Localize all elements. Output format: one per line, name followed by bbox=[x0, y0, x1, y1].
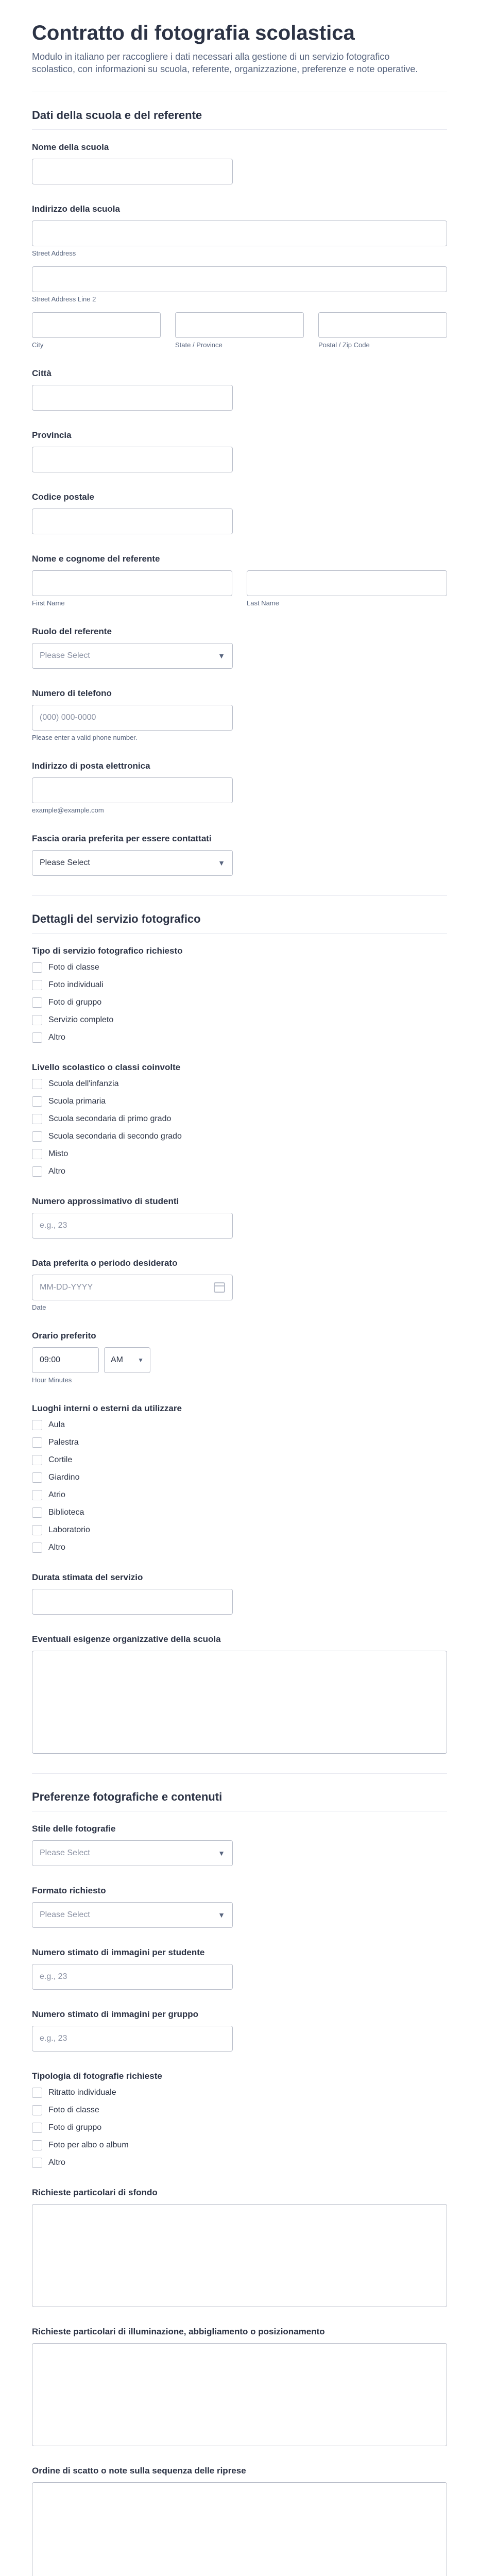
province-input[interactable] bbox=[32, 447, 233, 472]
checkbox[interactable] bbox=[32, 1114, 42, 1124]
section-title: Dati della scuola e del referente bbox=[32, 109, 447, 130]
service-type-option[interactable] bbox=[32, 1032, 447, 1043]
city-label: Città bbox=[32, 368, 52, 378]
order-label: Ordine di scatto o note sulla sequenza delle riprese bbox=[32, 2466, 246, 2476]
state-sublabel: State / Province bbox=[175, 341, 223, 349]
format-select-value: Please Select bbox=[40, 1910, 90, 1919]
option-label: Servizio completo bbox=[48, 1015, 114, 1024]
per-student-placeholder: e.g., 23 bbox=[40, 1972, 67, 1981]
level-option[interactable] bbox=[32, 1079, 447, 1089]
places-option[interactable] bbox=[32, 1543, 447, 1553]
needs-label: Eventuali esigenze organizzative della scuola bbox=[32, 1634, 221, 1644]
school-name-label: Nome della scuola bbox=[32, 142, 109, 152]
address-field bbox=[32, 204, 447, 349]
state-input[interactable] bbox=[175, 312, 304, 338]
checkbox[interactable] bbox=[32, 1096, 42, 1107]
phone-placeholder: (000) 000-0000 bbox=[40, 713, 96, 722]
students-field bbox=[32, 1196, 447, 1239]
school-name-input[interactable] bbox=[32, 159, 233, 184]
time-slot-label: Fascia oraria preferita per essere contattati bbox=[32, 834, 212, 843]
option-label: Scuola dell'infanzia bbox=[48, 1079, 119, 1088]
option-label: Altro bbox=[48, 1167, 65, 1176]
option-label: Atrio bbox=[48, 1490, 65, 1499]
role-label: Ruolo del referente bbox=[32, 626, 112, 636]
per-student-label: Numero stimato di immagini per studente bbox=[32, 1947, 205, 1957]
students-label: Numero approssimativo di studenti bbox=[32, 1196, 179, 1206]
per-group-input[interactable] bbox=[32, 2026, 233, 2052]
first-name-col bbox=[32, 570, 232, 607]
city-state-zip-row bbox=[32, 312, 447, 349]
checkbox[interactable] bbox=[32, 962, 42, 973]
lighting-textarea[interactable] bbox=[32, 2343, 447, 2446]
checkbox[interactable] bbox=[32, 1472, 42, 1483]
background-textarea[interactable] bbox=[32, 2204, 447, 2307]
checkbox[interactable] bbox=[32, 1149, 42, 1159]
date-label: Data preferita o periodo desiderato bbox=[32, 1258, 178, 1268]
school-name-field bbox=[32, 142, 447, 184]
background-label: Richieste particolari di sfondo bbox=[32, 2188, 158, 2197]
option-label: Ritratto individuale bbox=[48, 2088, 116, 2097]
typology-field bbox=[32, 2071, 447, 2168]
typology-option[interactable] bbox=[32, 2088, 447, 2098]
contact-name-label: Nome e cognome del referente bbox=[32, 554, 160, 564]
places-label: Luoghi interni o esterni da utilizzare bbox=[32, 1403, 182, 1413]
service-type-option[interactable] bbox=[32, 997, 447, 1008]
option-label: Foto di gruppo bbox=[48, 2123, 102, 2132]
last-name-sublabel: Last Name bbox=[247, 599, 279, 607]
chevron-down-icon: ▼ bbox=[218, 1911, 225, 1919]
phone-input[interactable] bbox=[32, 705, 233, 731]
checkbox[interactable] bbox=[32, 1032, 42, 1043]
zip-input[interactable] bbox=[318, 312, 447, 338]
style-label: Stile delle fotografie bbox=[32, 1824, 116, 1834]
style-field bbox=[32, 1824, 447, 1866]
date-input[interactable] bbox=[32, 1275, 233, 1300]
duration-label: Durata stimata del servizio bbox=[32, 1572, 143, 1582]
city-field bbox=[32, 368, 447, 411]
needs-textarea[interactable] bbox=[32, 1651, 447, 1754]
checkbox[interactable] bbox=[32, 1079, 42, 1089]
chevron-down-icon: ▼ bbox=[218, 859, 225, 867]
city-text-input[interactable] bbox=[32, 385, 233, 411]
checkbox[interactable] bbox=[32, 1525, 42, 1535]
places-field bbox=[32, 1403, 447, 1553]
email-sublabel: example@example.com bbox=[32, 806, 104, 814]
checkbox[interactable] bbox=[32, 980, 42, 990]
phone-field bbox=[32, 688, 447, 741]
needs-field bbox=[32, 1634, 447, 1754]
role-select-value: Please Select bbox=[40, 651, 90, 660]
per-student-input[interactable] bbox=[32, 1964, 233, 1990]
places-option[interactable] bbox=[32, 1490, 447, 1500]
province-field bbox=[32, 430, 447, 472]
lighting-field bbox=[32, 2327, 447, 2446]
per-student-field bbox=[32, 1947, 447, 1990]
form-title: Contratto di fotografia scolastica bbox=[32, 22, 355, 44]
option-label: Aula bbox=[48, 1420, 65, 1429]
checkbox[interactable] bbox=[32, 2105, 42, 2115]
option-label: Scuola primaria bbox=[48, 1097, 106, 1106]
service-type-option[interactable] bbox=[32, 980, 447, 990]
places-option[interactable] bbox=[32, 1507, 447, 1518]
city-sublabel: City bbox=[32, 341, 44, 349]
street-address-input[interactable] bbox=[32, 221, 447, 246]
time-field bbox=[32, 1331, 447, 1384]
format-select[interactable] bbox=[32, 1902, 233, 1928]
level-field bbox=[32, 1062, 447, 1177]
city-col bbox=[32, 312, 161, 349]
duration-input[interactable] bbox=[32, 1589, 233, 1615]
checkbox[interactable] bbox=[32, 1420, 42, 1430]
postal-code-label: Codice postale bbox=[32, 492, 94, 502]
places-option[interactable] bbox=[32, 1455, 447, 1465]
places-option[interactable] bbox=[32, 1437, 447, 1448]
contact-name-field bbox=[32, 554, 447, 607]
section-school-contact bbox=[32, 92, 447, 876]
section-service-details bbox=[32, 895, 447, 1754]
time-input[interactable] bbox=[32, 1347, 99, 1373]
per-group-field bbox=[32, 2009, 447, 2052]
checkbox[interactable] bbox=[32, 1131, 42, 1142]
level-option[interactable] bbox=[32, 1131, 447, 1142]
option-label: Altro bbox=[48, 1033, 65, 1042]
email-field bbox=[32, 761, 447, 814]
checkbox[interactable] bbox=[32, 1166, 42, 1177]
street-address-sublabel: Street Address bbox=[32, 249, 76, 257]
time-slot-field bbox=[32, 834, 447, 876]
students-placeholder: e.g., 23 bbox=[40, 1221, 67, 1230]
role-field bbox=[32, 626, 447, 669]
option-label: Foto di classe bbox=[48, 963, 99, 972]
email-label: Indirizzo di posta elettronica bbox=[32, 761, 150, 771]
calendar-icon[interactable] bbox=[214, 1282, 225, 1293]
chevron-down-icon: ▼ bbox=[218, 1849, 225, 1857]
lighting-label: Richieste particolari di illuminazione, abbigliamento o posizionamento bbox=[32, 2327, 325, 2336]
ampm-value: AM bbox=[111, 1355, 123, 1364]
option-label: Altro bbox=[48, 1543, 65, 1552]
section-preferences bbox=[32, 1773, 447, 2576]
time-slot-select[interactable] bbox=[32, 850, 233, 876]
style-select[interactable] bbox=[32, 1840, 233, 1866]
ampm-select[interactable] bbox=[104, 1347, 150, 1373]
last-name-input[interactable] bbox=[247, 570, 447, 596]
checkbox[interactable] bbox=[32, 2140, 42, 2150]
option-label: Misto bbox=[48, 1149, 69, 1158]
level-option[interactable] bbox=[32, 1096, 447, 1107]
section-title: Dettagli del servizio fotografico bbox=[32, 912, 447, 934]
email-input[interactable] bbox=[32, 777, 233, 803]
checkbox[interactable] bbox=[32, 1543, 42, 1553]
time-label: Orario preferito bbox=[32, 1331, 96, 1341]
option-label: Biblioteca bbox=[48, 1508, 84, 1517]
phone-label: Numero di telefono bbox=[32, 688, 112, 698]
time-slot-value: Please Select bbox=[40, 858, 90, 867]
checkbox[interactable] bbox=[32, 1490, 42, 1500]
level-option[interactable] bbox=[32, 1166, 447, 1177]
order-field bbox=[32, 2466, 447, 2576]
places-option[interactable] bbox=[32, 1525, 447, 1535]
form-description: Modulo in italiano per raccogliere i dati necessari alla gestione di un servizio fotografico scolastico, con informazioni su scuola, referente, organizzazione, preferenze e note operative. bbox=[32, 52, 418, 74]
option-label: Altro bbox=[48, 2158, 65, 2167]
service-type-field bbox=[32, 946, 447, 1043]
date-placeholder: MM-DD-YYYY bbox=[40, 1283, 93, 1292]
per-group-placeholder: e.g., 23 bbox=[40, 2034, 67, 2043]
date-sublabel: Date bbox=[32, 1303, 46, 1311]
option-label: Foto per albo o album bbox=[48, 2141, 129, 2149]
typology-label: Tipologia di fotografie richieste bbox=[32, 2071, 162, 2081]
option-label: Foto di gruppo bbox=[48, 998, 102, 1007]
level-label: Livello scolastico o classi coinvolte bbox=[32, 1062, 181, 1072]
option-label: Giardino bbox=[48, 1473, 80, 1482]
typology-option[interactable] bbox=[32, 2158, 447, 2168]
contact-name-row bbox=[32, 570, 447, 607]
checkbox[interactable] bbox=[32, 1437, 42, 1448]
order-textarea[interactable] bbox=[32, 2482, 447, 2576]
typology-option[interactable] bbox=[32, 2123, 447, 2133]
option-label: Scuola secondaria di secondo grado bbox=[48, 1132, 182, 1141]
per-group-label: Numero stimato di immagini per gruppo bbox=[32, 2009, 199, 2019]
typology-option[interactable] bbox=[32, 2105, 447, 2115]
first-name-input[interactable] bbox=[32, 570, 232, 596]
chevron-down-icon: ▼ bbox=[138, 1357, 144, 1364]
province-label: Provincia bbox=[32, 430, 72, 440]
service-type-label: Tipo di servizio fotografico richiesto bbox=[32, 946, 183, 956]
checkbox[interactable] bbox=[32, 2123, 42, 2133]
time-sublabel: Hour Minutes bbox=[32, 1376, 72, 1384]
service-type-option[interactable] bbox=[32, 1015, 447, 1025]
level-option[interactable] bbox=[32, 1149, 447, 1159]
date-field bbox=[32, 1258, 447, 1311]
option-label: Foto individuali bbox=[48, 980, 104, 989]
service-type-option[interactable] bbox=[32, 962, 447, 973]
option-label: Foto di classe bbox=[48, 2106, 99, 2114]
typology-option[interactable] bbox=[32, 2140, 447, 2150]
phone-sublabel: Please enter a valid phone number. bbox=[32, 734, 138, 741]
zip-sublabel: Postal / Zip Code bbox=[318, 341, 370, 349]
address-label: Indirizzo della scuola bbox=[32, 204, 120, 214]
background-field bbox=[32, 2188, 447, 2307]
postal-code-input[interactable] bbox=[32, 509, 233, 534]
level-option[interactable] bbox=[32, 1114, 447, 1124]
role-select[interactable] bbox=[32, 643, 233, 669]
students-input[interactable] bbox=[32, 1213, 233, 1239]
option-label: Cortile bbox=[48, 1455, 73, 1464]
time-value: 09:00 bbox=[40, 1355, 61, 1364]
city-input[interactable] bbox=[32, 312, 161, 338]
option-label: Palestra bbox=[48, 1438, 79, 1447]
first-name-sublabel: First Name bbox=[32, 599, 65, 607]
style-select-value: Please Select bbox=[40, 1849, 90, 1857]
time-row bbox=[32, 1347, 447, 1373]
zip-col bbox=[318, 312, 447, 349]
checkbox[interactable] bbox=[32, 2088, 42, 2098]
option-label: Laboratorio bbox=[48, 1526, 90, 1534]
postal-code-field bbox=[32, 492, 447, 534]
chevron-down-icon: ▼ bbox=[218, 652, 225, 660]
state-col bbox=[175, 312, 304, 349]
places-option[interactable] bbox=[32, 1472, 447, 1483]
option-label: Scuola secondaria di primo grado bbox=[48, 1114, 172, 1123]
checkbox[interactable] bbox=[32, 1507, 42, 1518]
checkbox[interactable] bbox=[32, 2158, 42, 2168]
street-address-2-sublabel: Street Address Line 2 bbox=[32, 295, 96, 303]
last-name-col bbox=[247, 570, 447, 607]
format-label: Formato richiesto bbox=[32, 1886, 106, 1895]
checkbox[interactable] bbox=[32, 997, 42, 1008]
service-type-options bbox=[32, 962, 447, 1043]
format-field bbox=[32, 1886, 447, 1928]
duration-field bbox=[32, 1572, 447, 1615]
checkbox[interactable] bbox=[32, 1455, 42, 1465]
checkbox[interactable] bbox=[32, 1015, 42, 1025]
street-address-2-input[interactable] bbox=[32, 266, 447, 292]
section-title: Preferenze fotografiche e contenuti bbox=[32, 1790, 447, 1811]
places-option[interactable] bbox=[32, 1420, 447, 1430]
